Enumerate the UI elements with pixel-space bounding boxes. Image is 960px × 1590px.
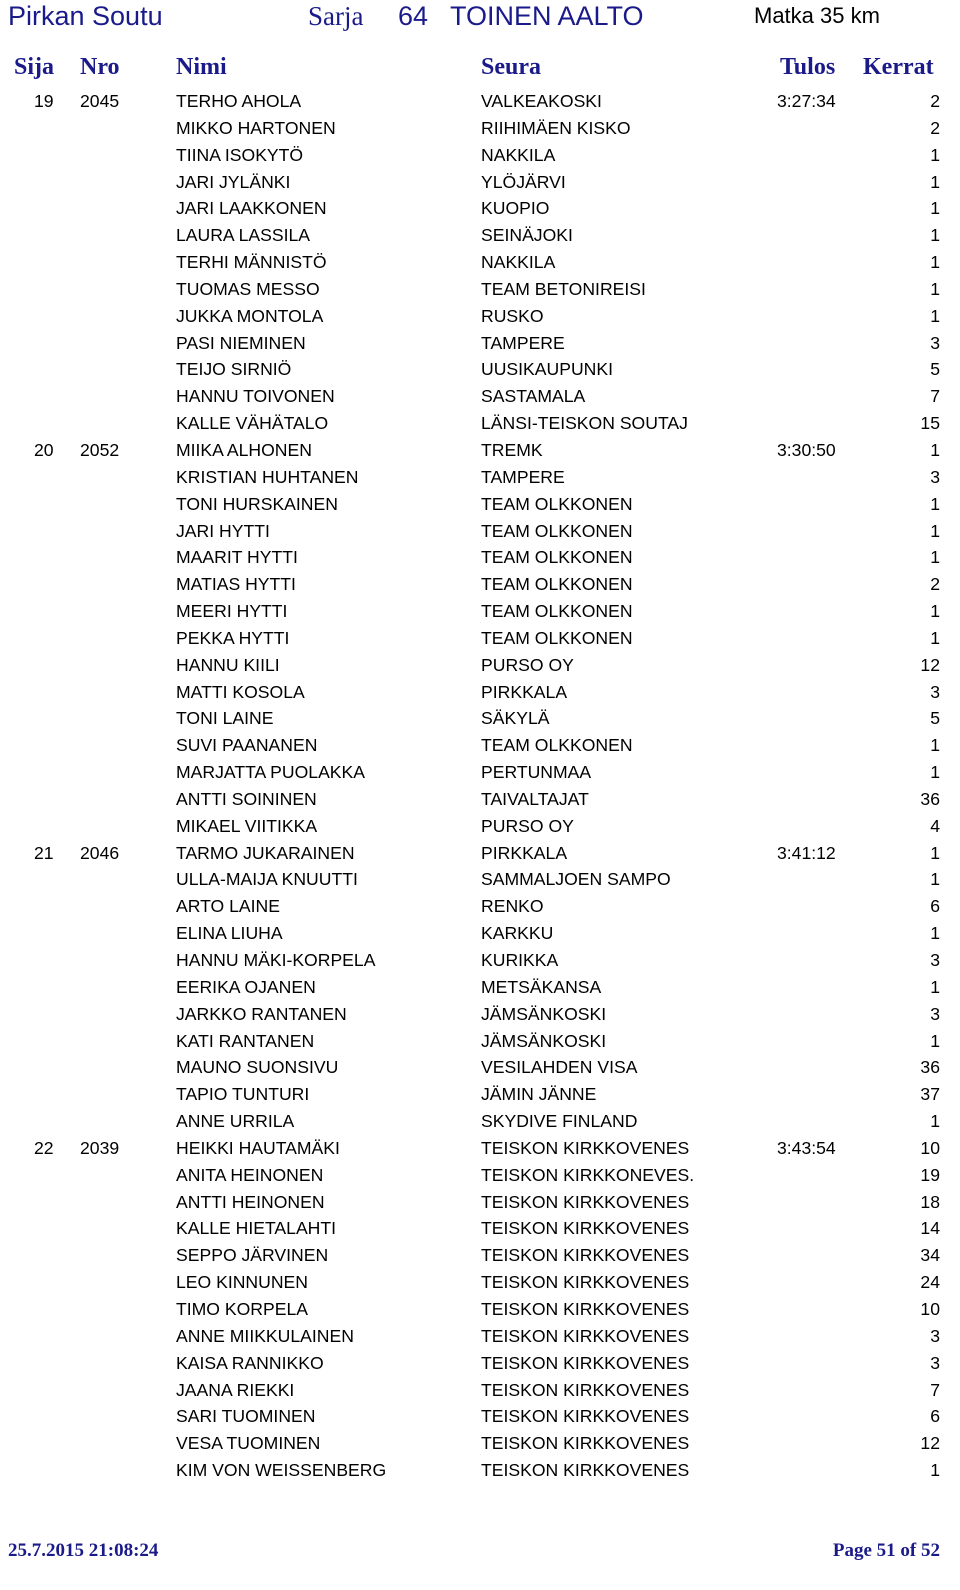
club-cell: TEISKON KIRKKOVENES [481,1272,690,1293]
table-row [0,1081,960,1108]
participation-count-cell: 1 [930,1030,940,1051]
table-row [0,1430,960,1457]
club-cell: TEISKON KIRKKOVENES [481,1406,690,1427]
table-row [0,330,960,357]
result-time-cell: 3:30:50 [777,439,836,460]
club-cell: SKYDIVE FINLAND [481,1111,638,1132]
participation-count-cell: 5 [930,708,940,729]
table-row [0,866,960,893]
table-row [0,840,960,867]
club-cell: LÄNSI-TEISKON SOUTAJ [481,413,688,434]
club-cell: KARKKU [481,923,554,944]
participation-count-cell: 18 [920,1191,940,1212]
club-cell: RUSKO [481,305,544,326]
participation-count-cell: 1 [930,520,940,541]
participation-count-cell: 3 [930,1325,940,1346]
result-time-cell: 3:43:54 [777,1137,836,1158]
club-cell: NAKKILA [481,144,556,165]
column-header-nimi: Nimi [176,54,227,80]
rower-name-cell: MAARIT HYTTI [176,547,298,568]
participation-count-cell: 10 [920,1298,940,1319]
participation-count-cell: 1 [930,547,940,568]
rower-name-cell: HEIKKI HAUTAMÄKI [176,1137,340,1158]
rower-name-cell: ULLA-MAIJA KNUUTTI [176,869,358,890]
club-cell: TEAM OLKKONEN [481,601,633,622]
table-row [0,1189,960,1216]
rower-name-cell: TIINA ISOKYTÖ [176,144,304,165]
table-row [0,625,960,652]
participation-count-cell: 4 [930,815,940,836]
rower-name-cell: KAISA RANNIKKO [176,1352,324,1373]
club-cell: PIRKKALA [481,681,568,702]
table-row [0,88,960,115]
page-footer [0,1536,960,1566]
table-row [0,115,960,142]
rower-name-cell: JUKKA MONTOLA [176,305,324,326]
rower-name-cell: PEKKA HYTTI [176,627,290,648]
club-cell: TEAM OLKKONEN [481,574,633,595]
rower-name-cell: VESA TUOMINEN [176,1433,321,1454]
column-header-kerrat: Kerrat [863,54,934,80]
participation-count-cell: 2 [930,117,940,138]
club-cell: TEISKON KIRKKOVENES [481,1460,690,1481]
rower-name-cell: MEERI HYTTI [176,601,288,622]
table-row [0,893,960,920]
participation-count-cell: 1 [930,171,940,192]
rower-name-cell: TONI LAINE [176,708,274,729]
participation-count-cell: 1 [930,976,940,997]
table-row [0,1242,960,1269]
participation-count-cell: 1 [930,439,940,460]
rower-name-cell: MATIAS HYTTI [176,574,296,595]
club-cell: TEISKON KIRKKONEVES. [481,1164,695,1185]
participation-count-cell: 2 [930,574,940,595]
series-label: Sarja [308,1,364,31]
participation-count-cell: 1 [930,493,940,514]
print-timestamp: 25.7.2015 21:08:24 [8,1540,159,1561]
results-table [0,88,960,1484]
rower-name-cell: ARTO LAINE [176,896,280,917]
column-header-sija: Sija [14,54,55,80]
table-row [0,1135,960,1162]
result-time-cell: 3:41:12 [777,842,836,863]
club-cell: SÄKYLÄ [481,708,550,729]
rower-name-cell: HANNU TOIVONEN [176,386,335,407]
rower-name-cell: TONI HURSKAINEN [176,493,338,514]
rower-name-cell: ANNE MIIKKULAINEN [176,1325,354,1346]
table-row [0,276,960,303]
participation-count-cell: 2 [930,91,940,111]
boat-number-cell: 2045 [80,91,120,111]
club-cell: TAMPERE [481,332,565,353]
participation-count-cell: 19 [920,1164,940,1185]
rower-name-cell: HANNU MÄKI-KORPELA [176,950,376,970]
club-cell: RENKO [481,896,544,917]
boat-number-cell: 2039 [80,1137,120,1158]
table-row [0,1350,960,1377]
rower-name-cell: TERHI MÄNNISTÖ [176,252,327,273]
club-cell: PERTUNMAA [481,762,592,783]
rower-name-cell: ANTTI SOININEN [176,788,317,809]
participation-count-cell: 1 [930,627,940,648]
rower-name-cell: SUVI PAANANEN [176,735,318,756]
table-row [0,1054,960,1081]
rower-name-cell: ANITA HEINONEN [176,1164,324,1185]
rower-name-cell: MIIKA ALHONEN [176,439,312,460]
club-cell: TEAM OLKKONEN [481,627,633,648]
event-title: Pirkan Soutu [8,1,163,31]
participation-count-cell: 7 [930,386,940,407]
table-row [0,1269,960,1296]
club-cell: TEAM OLKKONEN [481,547,633,568]
club-cell: TEISKON KIRKKOVENES [481,1191,690,1212]
table-row [0,169,960,196]
rower-name-cell: KATI RANTANEN [176,1030,315,1051]
table-row [0,491,960,518]
club-cell: TEISKON KIRKKOVENES [481,1218,690,1239]
participation-count-cell: 1 [930,278,940,299]
table-row [0,222,960,249]
participation-count-cell: 3 [930,332,940,353]
participation-count-cell: 3 [930,950,940,970]
table-row [0,652,960,679]
table-row [0,974,960,1001]
distance-label: Matka 35 km [754,3,880,28]
rank-cell: 20 [34,439,54,460]
table-row [0,464,960,491]
rower-name-cell: KALLE VÄHÄTALO [176,413,329,434]
table-row [0,1001,960,1028]
rower-name-cell: JARI JYLÄNKI [176,171,291,192]
rower-name-cell: SEPPO JÄRVINEN [176,1245,329,1266]
table-row [0,1403,960,1430]
rower-name-cell: JARI HYTTI [176,520,270,541]
club-cell: TEISKON KIRKKOVENES [481,1352,690,1373]
table-row [0,1377,960,1404]
club-cell: SASTAMALA [481,386,586,407]
rower-name-cell: TAPIO TUNTURI [176,1084,310,1105]
table-row [0,195,960,222]
participation-count-cell: 1 [930,1111,940,1132]
rower-name-cell: ELINA LIUHA [176,923,283,944]
participation-count-cell: 34 [920,1245,940,1266]
participation-count-cell: 15 [920,413,940,434]
column-header-row [0,50,960,84]
rower-name-cell: JAANA RIEKKI [176,1379,295,1400]
rower-name-cell: TARMO JUKARAINEN [176,842,355,863]
page-header [0,0,960,34]
rower-name-cell: SARI TUOMINEN [176,1406,316,1427]
rower-name-cell: JARKKO RANTANEN [176,1003,347,1024]
table-row [0,1323,960,1350]
boat-number-cell: 2046 [80,842,120,863]
rower-name-cell: JARI LAAKKONEN [176,198,327,219]
table-row [0,437,960,464]
club-cell: TEAM OLKKONEN [481,735,633,756]
table-row [0,1457,960,1484]
table-row [0,679,960,706]
participation-count-cell: 37 [920,1084,940,1105]
club-cell: TAMPERE [481,466,565,487]
club-cell: JÄMSÄNKOSKI [481,1030,607,1051]
table-row [0,1296,960,1323]
rower-name-cell: LAURA LASSILA [176,225,310,246]
participation-count-cell: 36 [920,788,940,809]
rank-cell: 21 [34,842,54,863]
rower-name-cell: MIKKO HARTONEN [176,117,336,138]
participation-count-cell: 1 [930,1460,940,1481]
table-row [0,303,960,330]
table-row [0,1162,960,1189]
table-row [0,356,960,383]
rower-name-cell: MAUNO SUONSIVU [176,1057,339,1078]
participation-count-cell: 7 [930,1379,940,1400]
club-cell: JÄMSÄNKOSKI [481,1003,607,1024]
participation-count-cell: 3 [930,681,940,702]
table-row [0,1028,960,1055]
club-cell: SEINÄJOKI [481,225,573,246]
participation-count-cell: 1 [930,842,940,863]
participation-count-cell: 5 [930,359,940,380]
table-row [0,544,960,571]
rower-name-cell: LEO KINNUNEN [176,1272,308,1293]
table-row [0,1215,960,1242]
table-row [0,813,960,840]
participation-count-cell: 14 [920,1218,940,1239]
participation-count-cell: 1 [930,305,940,326]
participation-count-cell: 3 [930,466,940,487]
table-row [0,705,960,732]
participation-count-cell: 1 [930,225,940,246]
club-cell: SAMMALJOEN SAMPO [481,869,671,890]
club-cell: PIRKKALA [481,842,568,863]
club-cell: TEISKON KIRKKOVENES [481,1298,690,1319]
result-time-cell: 3:27:34 [777,91,836,111]
rank-cell: 19 [34,91,54,111]
table-row [0,518,960,545]
club-cell: TEISKON KIRKKOVENES [481,1245,690,1266]
rower-name-cell: PASI NIEMINEN [176,332,306,353]
participation-count-cell: 1 [930,923,940,944]
participation-count-cell: 6 [930,1406,940,1427]
club-cell: YLÖJÄRVI [481,171,566,192]
participation-count-cell: 10 [920,1137,940,1158]
club-cell: TAIVALTAJAT [481,788,589,809]
rower-name-cell: MATTI KOSOLA [176,681,305,702]
participation-count-cell: 1 [930,252,940,273]
table-row [0,410,960,437]
club-cell: PURSO OY [481,654,574,675]
table-row [0,249,960,276]
table-row [0,759,960,786]
rower-name-cell: KIM VON WEISSENBERG [176,1460,387,1481]
club-cell: KUOPIO [481,198,550,219]
club-cell: TEAM OLKKONEN [481,493,633,514]
rower-name-cell: MARJATTA PUOLAKKA [176,762,366,783]
participation-count-cell: 36 [920,1057,940,1078]
club-cell: VESILAHDEN VISA [481,1057,638,1078]
club-cell: TEAM OLKKONEN [481,520,633,541]
table-row [0,920,960,947]
participation-count-cell: 1 [930,601,940,622]
rower-name-cell: MIKAEL VIITIKKA [176,815,318,836]
column-header-nro: Nro [80,54,120,80]
participation-count-cell: 12 [920,1433,940,1454]
club-cell: NAKKILA [481,252,556,273]
column-header-tulos: Tulos [780,54,836,80]
table-row [0,383,960,410]
rower-name-cell: KALLE HIETALAHTI [176,1218,337,1239]
club-cell: KURIKKA [481,950,559,970]
participation-count-cell: 1 [930,144,940,165]
club-cell: JÄMIN JÄNNE [481,1084,597,1105]
club-cell: TEISKON KIRKKOVENES [481,1433,690,1454]
club-cell: METSÄKANSA [481,976,602,997]
table-row [0,947,960,974]
club-cell: PURSO OY [481,815,574,836]
club-cell: UUSIKAUPUNKI [481,359,613,380]
club-cell: VALKEAKOSKI [481,91,602,111]
table-row [0,1108,960,1135]
table-row [0,571,960,598]
series-number: 64 [398,1,429,31]
club-cell: TEISKON KIRKKOVENES [481,1379,690,1400]
participation-count-cell: 12 [920,654,940,675]
rower-name-cell: ANTTI HEINONEN [176,1191,325,1212]
page-number: Page 51 of 52 [832,1540,940,1561]
rower-name-cell: TEIJO SIRNIÖ [176,359,292,380]
rank-cell: 22 [34,1137,54,1158]
participation-count-cell: 1 [930,735,940,756]
participation-count-cell: 3 [930,1352,940,1373]
table-row [0,786,960,813]
boat-number-cell: 2052 [80,439,120,460]
participation-count-cell: 1 [930,869,940,890]
club-cell: TREMK [481,439,543,460]
rower-name-cell: KRISTIAN HUHTANEN [176,466,359,487]
table-row [0,732,960,759]
club-cell: RIIHIMÄEN KISKO [481,117,631,138]
participation-count-cell: 6 [930,896,940,917]
rower-name-cell: TUOMAS MESSO [176,278,320,299]
participation-count-cell: 1 [930,762,940,783]
column-header-seura: Seura [481,54,541,80]
participation-count-cell: 1 [930,198,940,219]
participation-count-cell: 3 [930,1003,940,1024]
club-cell: TEISKON KIRKKOVENES [481,1137,690,1158]
rower-name-cell: HANNU KIILI [176,654,280,675]
rower-name-cell: ANNE URRILA [176,1111,295,1132]
club-cell: TEISKON KIRKKOVENES [481,1325,690,1346]
participation-count-cell: 24 [920,1272,940,1293]
rower-name-cell: TERHO AHOLA [176,91,302,111]
series-name: TOINEN AALTO [450,1,644,31]
rower-name-cell: EERIKA OJANEN [176,976,316,997]
club-cell: TEAM BETONIREISI [481,278,646,299]
rower-name-cell: TIMO KORPELA [176,1298,308,1319]
table-row [0,142,960,169]
table-row [0,598,960,625]
